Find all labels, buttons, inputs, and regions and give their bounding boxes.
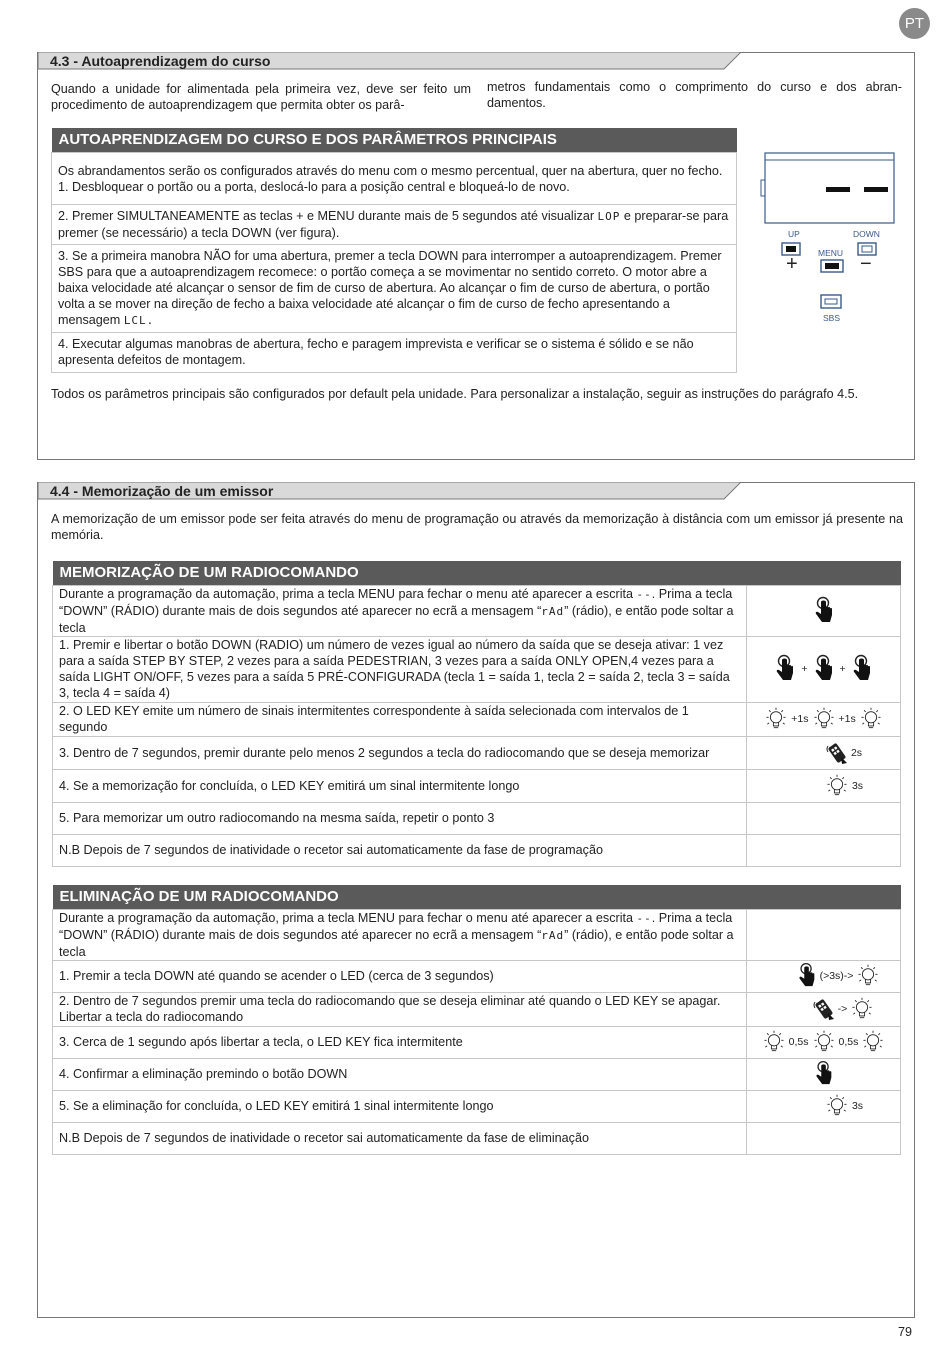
remote-control-icon [825, 740, 849, 766]
memorize-icon-cell-1 [747, 636, 901, 702]
eliminate-step-1: 1. Premir a tecla DOWN até quando se acender o LED (cerca de 3 segundos) [53, 960, 747, 992]
hand-press-icon [850, 654, 874, 684]
duration-label: (>3s)-> [819, 970, 854, 982]
led-on-icon [855, 963, 881, 989]
eliminate-icon-cell-2 [747, 992, 901, 1026]
interval-label: 0,5s [788, 1036, 809, 1048]
display-code-lcl: LCL. [123, 313, 155, 327]
sec43-footer: Todos os parâmetros principais são configurados por default pela unidade. Para personalizar a instalação, seguir as instruções do parágrafo 4.5. [51, 387, 859, 401]
memorize-step-5: 5. Para memorizar um outro radiocomando na mesma saída, repetir o ponto 3 [53, 802, 747, 834]
led-blink-icon [860, 1029, 886, 1055]
section-4-4-header [38, 482, 743, 500]
memorize-row-intro [53, 585, 747, 636]
key-down-label: DOWN [853, 229, 880, 239]
autolearn-row-1 [52, 152, 737, 204]
autolearn-step-1: 1. Desbloquear o portão ou a porta, deslocá-lo para a posição central e bloqueá-lo de novo. [58, 179, 570, 194]
memorize-step-1: 1. Premir e libertar o botão DOWN (RADIO) um número de vezes igual ao número da saída que se deseja ativar: 1 vez para a saída STEP BY STEP, 2 vezes para a saída PEDESTRIAN, 3 vezes para a saída ONLY OPEN,4 vezes para a saída LIGHT ON/OFF, 5 vezes para a saída 5 PRÉ-CONFIGURADA (tecla 1 = saída 1, tecla 2 = saída 2, tecla 3 = saída 3, tecla 4 = saída 4) [53, 636, 747, 702]
eliminate-step-4: 4. Confirmar a eliminação premindo o botão DOWN [53, 1058, 747, 1090]
memorize-table-title: MEMORIZAÇÃO DE UM RADIOCOMANDO [53, 561, 901, 585]
remote-control-icon [812, 996, 836, 1022]
led-blink-icon [811, 706, 837, 732]
eliminate-row-intro [53, 909, 747, 960]
autolearn-step-2-text-end: e preparar-se para premer (se necessário) a tecla DOWN (ver figura). [58, 208, 729, 240]
keypad-figure [760, 150, 900, 325]
autolearn-step-4: 4. Executar algumas manobras de abertura, fecho e paragem imprevista e verificar se o sistema é sólido e se não apresenta defeitos de montagem. [52, 332, 737, 372]
memorize-intro-text: Durante a programação da automação, prima a tecla MENU para fechar o menu até aparecer a escrita [59, 586, 634, 601]
eliminate-icon-cell-3 [747, 1026, 901, 1058]
eliminate-icon-cell-4 [747, 1058, 901, 1090]
interval-label: +1s [838, 713, 856, 725]
sec44-intro: A memorização de um emissor pode ser feita através do menu de programação ou através da memorização à distância com um emissor já presente na memória. [51, 512, 903, 542]
duration-label: 3s [851, 1100, 864, 1112]
key-menu-label: MENU [818, 248, 844, 258]
memorize-icon-cell-5 [747, 802, 901, 834]
memorize-note: N.B Depois de 7 segundos de inatividade o recetor sai automaticamente da fase de programação [53, 834, 747, 866]
memorize-step-3: 3. Dentro de 7 segundos, premir durante pelo menos 2 segundos a tecla do radiocomando que se deseja memorizar [53, 736, 747, 769]
page-number: 79 [898, 1325, 913, 1339]
eliminate-icon-cell-0 [747, 909, 901, 960]
led-off-icon [849, 996, 875, 1022]
hand-press-icon [812, 654, 836, 684]
language-badge: PT [899, 8, 930, 39]
eliminate-icon-cell-1 [747, 960, 901, 992]
arrow-label: -> [837, 1003, 848, 1015]
duration-label: 2s [850, 746, 863, 759]
key-minus-symbol: − [860, 253, 872, 275]
plus-sign: + [839, 663, 846, 675]
section-4-3-title: 4.3 - Autoaprendizagem do curso [50, 53, 271, 69]
autolearn-step-2 [52, 204, 737, 244]
key-up-label: UP [788, 229, 800, 239]
eliminate-step-2: 2. Dentro de 7 segundos premir uma tecla do radiocomando que se deseja eliminar até quando o LED KEY se apagar. Libertar a tecla do radiocomando [53, 992, 747, 1026]
hand-press-icon [813, 1060, 835, 1088]
hand-press-icon [796, 962, 818, 990]
memorize-icon-cell-3 [747, 736, 901, 769]
eliminate-table [52, 885, 901, 1155]
autolearn-row-1-text: Os abrandamentos serão os configurados através do menu com o mesmo percentual, quer na abertura, quer no fecho. [58, 163, 723, 178]
memorize-table [52, 561, 901, 867]
eliminate-table-title: ELIMINAÇÃO DE UM RADIOCOMANDO [53, 885, 901, 909]
section-4-4-title: 4.4 - Memorização de um emissor [50, 483, 274, 499]
led-blink-icon [824, 773, 850, 799]
eliminate-intro-text-end: ” (rádio), e então pode soltar a tecla [59, 927, 734, 959]
led-blink-icon [858, 706, 884, 732]
eliminate-intro-text: Durante a programação da automação, prima a tecla MENU para fechar o menu até aparecer a escrita [59, 910, 634, 925]
display-code-dashes: -- [636, 911, 652, 925]
led-blink-icon [761, 1029, 787, 1055]
hand-press-icon [812, 596, 836, 626]
eliminate-note: N.B Depois de 7 segundos de inatividade o recetor sai automaticamente da fase de eliminação [53, 1122, 747, 1154]
hand-press-icon [773, 654, 797, 684]
sec43-intro-right: metros fundamentais como o comprimento do curso e dos abran-damentos. [487, 80, 902, 110]
key-sbs-label: SBS [823, 313, 841, 323]
interval-label: 0,5s [838, 1036, 859, 1048]
eliminate-icon-cell-6 [747, 1122, 901, 1154]
autolearn-table-title: AUTOAPRENDIZAGEM DO CURSO E DOS PARÂMETROS PRINCIPAIS [52, 128, 737, 152]
display-code-rad: rAd [541, 604, 565, 618]
display-code-rad: rAd [541, 928, 565, 942]
memorize-icon-cell-4 [747, 769, 901, 802]
interval-label: +1s [791, 713, 809, 725]
sec43-intro-left: Quando a unidade for alimentada pela primeira vez, deve ser feito um procedimento de autoaprendizagem que permita obter os parâ- [51, 82, 471, 112]
plus-sign: + [801, 663, 808, 675]
duration-label: 3s [851, 779, 864, 792]
autolearn-step-3-text: 3. Se a primeira manobra NÃO for uma abertura, premer a tecla DOWN para interromper a autoaprendizagem. Premer SBS para que a autoaprendizagem recomece: o portão começa a se movimentar no sentido correto. O motor abre a baixa velocidade até alcançar o sensor de fim de curso de abertura. Ao alcançar o fim de curso de abertura, o portão volta a se mover na direção de fecho a baixa velocidade até alcançar o fim de curso de fecho apresentando a mensagem [58, 248, 722, 327]
eliminate-step-3: 3. Cerca de 1 segundo após libertar a tecla, o LED KEY fica intermitente [53, 1026, 747, 1058]
eliminate-intro-text-mid: . Prima a tecla “DOWN” (RÁDIO) durante mais de dois segundos até aparecer no ecrã a mensagem “ [59, 910, 733, 942]
led-blink-icon [763, 706, 789, 732]
memorize-step-2: 2. O LED KEY emite um número de sinais intermitentes correspondente à saída selecionada com intervalos de 1 segundo [53, 702, 747, 736]
led-blink-icon [811, 1029, 837, 1055]
memorize-intro-text-mid: . Prima a tecla “DOWN” (RÁDIO) durante mais de dois segundos até aparecer no ecrã a mensagem “ [59, 586, 733, 618]
led-blink-icon [824, 1093, 850, 1119]
eliminate-icon-cell-5 [747, 1090, 901, 1122]
display-code-dashes: -- [636, 587, 652, 601]
autolearn-step-3 [52, 244, 737, 332]
memorize-icon-cell-2 [747, 702, 901, 736]
memorize-icon-cell-0 [747, 585, 901, 636]
memorize-intro-text-end: ” (rádio), e então pode soltar a tecla [59, 603, 734, 635]
autolearn-table [51, 128, 737, 373]
key-plus-symbol: + [786, 253, 798, 275]
autolearn-step-2-text: 2. Premer SIMULTANEAMENTE as teclas + e MENU durante mais de 5 segundos até visualizar [58, 208, 595, 223]
memorize-icon-cell-6 [747, 834, 901, 866]
display-code-lop: LOP [597, 209, 621, 223]
memorize-step-4: 4. Se a memorização for concluída, o LED KEY emitirá um sinal intermitente longo [53, 769, 747, 802]
section-4-3-header [38, 52, 743, 70]
eliminate-step-5: 5. Se a eliminação for concluída, o LED KEY emitirá 1 sinal intermitente longo [53, 1090, 747, 1122]
